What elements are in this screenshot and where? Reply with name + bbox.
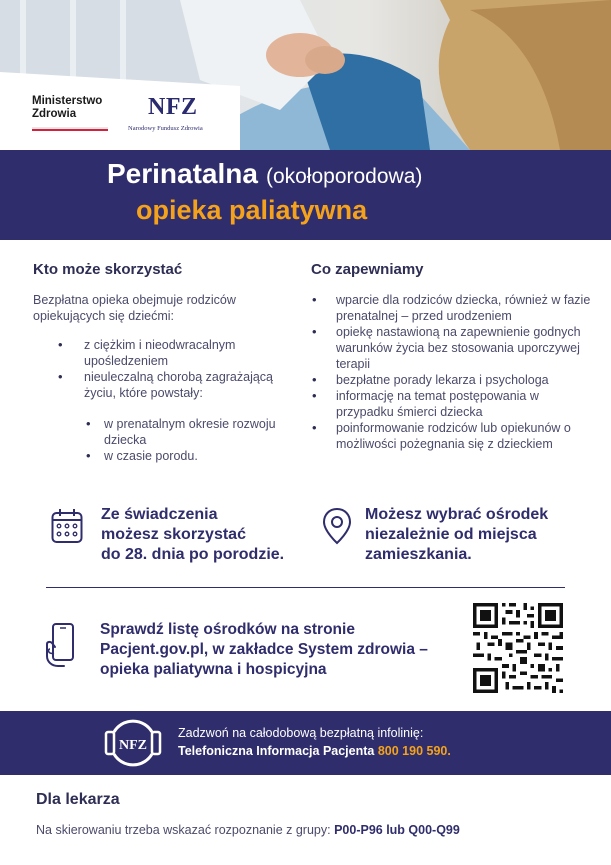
nfz-logo — [128, 94, 228, 134]
title-paren: (okołoporodowa) — [265, 165, 423, 188]
check-list-info — [100, 620, 428, 680]
nfz-phone-logo-icon — [104, 718, 162, 768]
title-line2: opieka paliatywna — [136, 195, 368, 225]
nfz-logo-text: NFZ — [148, 94, 198, 120]
helpline-logo-text: NFZ — [119, 738, 147, 753]
check-list-line[interactable]: Pacjent.gov.pl, w zakładce System zdrowia – — [100, 641, 428, 658]
doctor-text — [36, 823, 460, 837]
section-divider — [46, 587, 565, 588]
list-item: • nieuleczalną chorobą zagrażającą życiu, które powstały: — [84, 369, 284, 401]
list-item: • bezpłatne porady lekarza i psychologa — [336, 372, 594, 388]
list-item: • w czasie porodu. — [104, 448, 309, 464]
ministry-name-line1: Ministerstwo — [32, 95, 103, 107]
helpline-band — [0, 711, 611, 775]
helpline-line1: Zadzwoń na całodobową bezpłatną infolinię: — [178, 726, 424, 740]
calendar-info — [101, 505, 284, 565]
doctor-heading: Dla lekarza — [36, 791, 120, 808]
right-heading: Co zapewniamy — [311, 261, 424, 278]
title-main: Perinatalna — [107, 158, 258, 189]
list-item: • poinformowanie rodziców lub opiekunów o możliwości pożegnania się z dzieckiem — [336, 420, 594, 452]
doctor-text-body: Na skierowaniu trzeba wskazać rozpoznanie z grupy: — [36, 823, 331, 837]
list-item: • z ciężkim i nieodwracalnym upośledzeniem — [84, 337, 284, 369]
location-info-line: zamieszkania. — [365, 546, 472, 563]
ministry-name-line2: Zdrowia — [32, 108, 77, 120]
helpline-line2 — [178, 744, 451, 758]
calendar-info-line: Ze świadczenia — [101, 506, 218, 523]
calendar-icon — [51, 508, 83, 544]
check-list-line: Sprawdź listę ośrodków na stronie — [100, 621, 355, 638]
list-item: • w prenatalnym okresie rozwoju dziecka — [104, 416, 309, 448]
left-sub-list — [104, 416, 309, 464]
location-info — [365, 505, 548, 565]
diagnosis-codes: P00-P96 lub Q00-Q99 — [334, 823, 460, 837]
helpline-number[interactable]: 800 190 590. — [377, 744, 451, 758]
location-pin-icon — [322, 507, 352, 547]
title-line1 — [107, 158, 422, 190]
list-item: • wparcie dla rodziców dziecka, również w fazie prenatalnej – przed urodzeniem — [336, 292, 594, 324]
calendar-info-line: do 28. dnia po porodzie. — [101, 546, 285, 563]
phone-hand-icon — [44, 622, 78, 668]
list-item: • informację na temat postępowania w przypadku śmierci dziecka — [336, 388, 594, 420]
ministry-logo — [32, 95, 102, 121]
location-info-line: Możesz wybrać ośrodek — [365, 506, 549, 523]
list-item: • opiekę nastawioną na zapewnienie godnych warunków życia bez stosowania uporczywej terapii — [336, 324, 594, 372]
left-intro: Bezpłatna opieka obejmuje rodziców opiekujących się dziećmi: — [33, 293, 236, 323]
location-info-line: niezależnie od miejsca — [365, 526, 537, 543]
qr-code[interactable] — [471, 603, 565, 693]
check-list-line: opieka paliatywna i hospicyjna — [100, 661, 327, 678]
helpline-service-name: Telefoniczna Informacja Pacjenta — [178, 744, 375, 758]
ministry-flag-bar — [32, 127, 108, 131]
right-list — [336, 292, 594, 452]
left-heading: Kto może skorzystać — [33, 261, 183, 278]
left-list — [84, 337, 284, 401]
calendar-info-line: możesz skorzystać — [101, 526, 246, 543]
nfz-full-name: Narodowy Fundusz Zdrowia — [128, 125, 203, 132]
